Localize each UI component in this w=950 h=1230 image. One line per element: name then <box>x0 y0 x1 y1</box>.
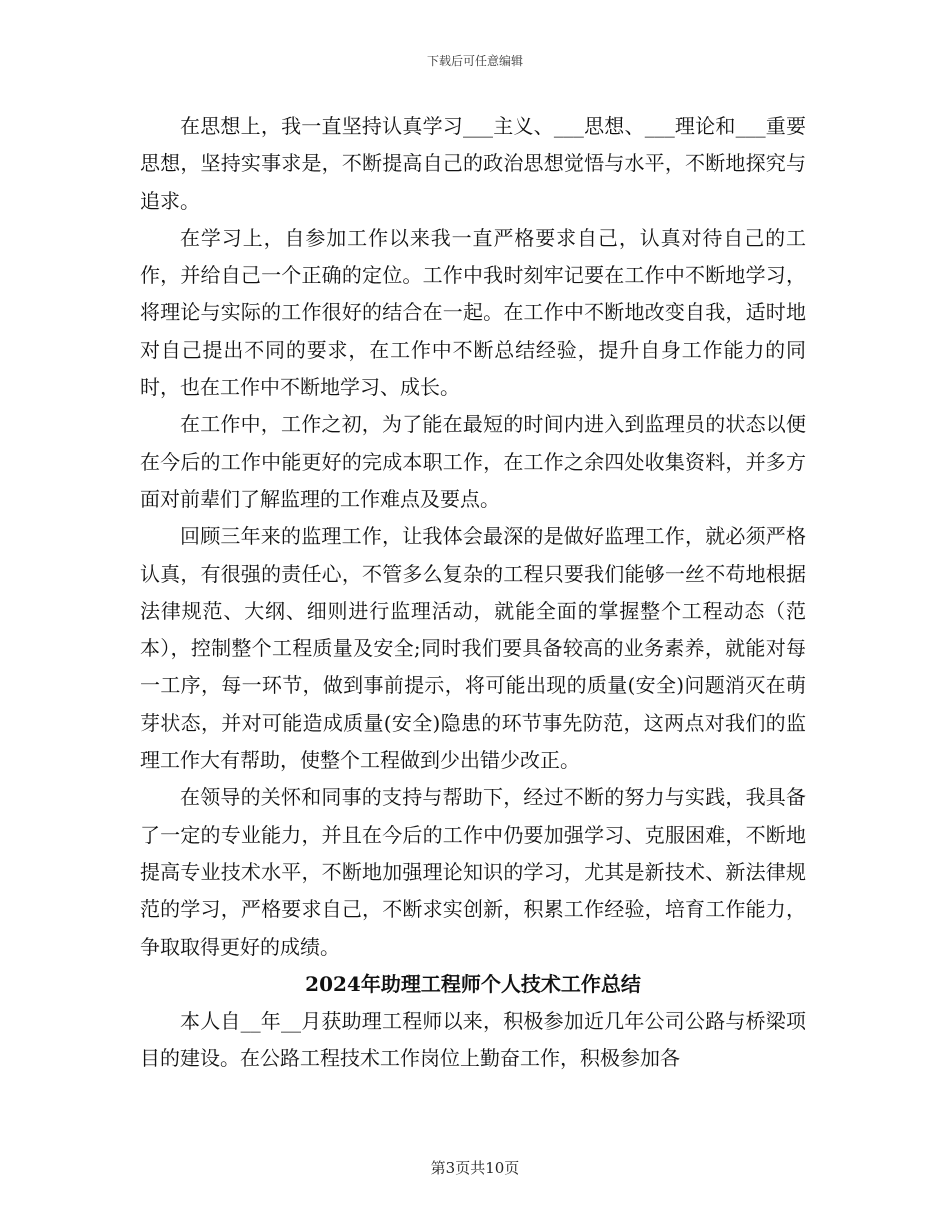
document-body <box>140 108 806 1078</box>
paragraph-ideology: 在思想上，我一直坚持认真学习___主义、___思想、___理论和___重要思想，坚持实事求是，不断提高自己的政治思想觉悟与水平，不断地探究与追求。 <box>140 114 806 213</box>
paragraph-review: 回顾三年来的监理工作，让我体会最深的是做好监理工作，就必须严格认真，有很强的责任心，不管多么复杂的工程只要我们能够一丝不苟地根据法律规范、大纲、细则进行监理活动，就能全面的掌握整个工程动态（范本），控制整个工程质量及安全;同时我们要具备较高的业务素养，就能对每一工序，每一环节，做到事前提示，将可能出现的质量(安全)问题消灭在萌芽状态，并对可能造成质量(安全)隐患的环节事先防范，这两点对我们的监理工作大有帮助，使整个工程做到少出错少改正。 <box>140 524 806 773</box>
paragraph-outlook: 在领导的关怀和同事的支持与帮助下，经过不断的努力与实践，我具备了一定的专业能力，并且在今后的工作中仍要加强学习、克服困难，不断地提高专业技术水平，不断地加强理论知识的学习，尤其是新技术、新法律规范的学习，严格要求自己，不断求实创新，积累工作经验，培育工作能力，争取取得更好的成绩。 <box>140 785 806 959</box>
paragraph-study: 在学习上，自参加工作以来我一直严格要求自己，认真对待自己的工作，并给自己一个正确的定位。工作中我时刻牢记要在工作中不断地学习，将理论与实际的工作很好的结合在一起。在工作中不断地改变自我，适时地对自己提出不同的要求，在工作中不断总结经验，提升自身工作能力的同时，也在工作中不断地学习、成长。 <box>140 225 806 400</box>
paragraph-work: 在工作中，工作之初，为了能在最短的时间内进入到监理员的状态以便在今后的工作中能更好的完成本职工作，在工作之余四处收集资料，并多方面对前辈们了解监理的工作难点及要点。 <box>140 412 806 511</box>
page-header: 下载后可任意编辑 <box>426 54 523 68</box>
paragraph-summary-intro: 本人自__年__月获助理工程师以来，积极参加近几年公司公路与桥梁项目的建设。在公路工程技术工作岗位上勤奋工作，积极参加各 <box>140 1009 806 1071</box>
section-title: 2024年助理工程师个人技术工作总结 <box>305 971 641 996</box>
page-footer: 第3页共10页 <box>430 1159 520 1177</box>
